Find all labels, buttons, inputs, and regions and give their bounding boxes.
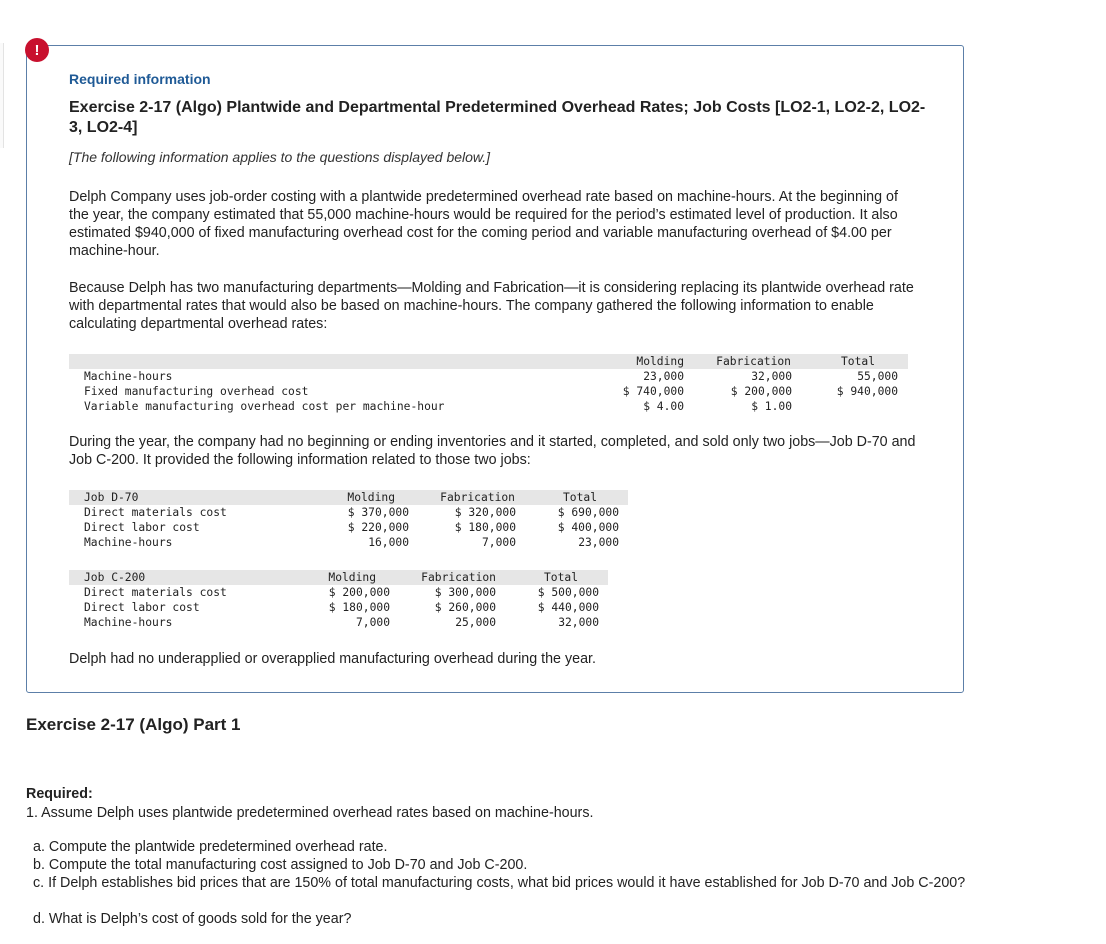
- job-c200-title: Job C-200: [84, 571, 146, 584]
- table-cell: 25,000: [455, 616, 496, 629]
- row-label: Machine-hours: [84, 616, 173, 629]
- table-cell: 7,000: [481, 536, 516, 549]
- table-cell: $ 440,000: [537, 601, 599, 614]
- question-a: a. Compute the plantwide predetermined overhead rate.: [33, 839, 388, 855]
- applies-note: [The following information applies to the questions displayed below.]: [69, 149, 491, 165]
- column-header: Fabrication: [716, 355, 791, 368]
- column-header: Total: [562, 491, 597, 504]
- table-cell: $ 740,000: [622, 385, 684, 398]
- required-information-heading: Required information: [69, 71, 211, 87]
- exercise-title: Exercise 2-17 (Algo) Plantwide and Departmental Predetermined Overhead Rates; Job Costs [LO2-1, LO2-2, LO2-3, LO2-4]: [69, 99, 926, 136]
- table-cell: $ 260,000: [434, 601, 496, 614]
- column-header: Total: [543, 571, 578, 584]
- question-d: d. What is Delph’s cost of goods sold for the year?: [33, 911, 352, 927]
- question-c: c. If Delph establishes bid prices that are 150% of total manufacturing costs, what bid prices would it have established for Job D-70 and Job C-200?: [33, 875, 966, 891]
- paragraph-plantwide: Delph Company uses job-order costing with a plantwide predetermined overhead rate based on machine-hours. At the beginning of the year, the company estimated that 55,000 machine-hours would be required for the period’s estimated level of production. It also estimated $940,000 of fixed manufacturing overhead cost for the coming period and variable manufacturing overhead of $4.00 per machine-hour.: [69, 189, 898, 259]
- table-cell: $ 500,000: [537, 586, 599, 599]
- column-header: Fabrication: [440, 491, 515, 504]
- paragraph-departments: Because Delph has two manufacturing departments—Molding and Fabrication—it is considering replacing its plantwide overhead rate with departmental rates that would also be based on machine-hours. The company gathered the following information to enable calculating departmental overhead rates:: [69, 280, 914, 332]
- table-cell: 23,000: [578, 536, 619, 549]
- row-label: Fixed manufacturing overhead cost: [84, 385, 309, 398]
- table-cell: $ 940,000: [836, 385, 898, 398]
- table-cell: $ 370,000: [347, 506, 409, 519]
- row-label: Direct labor cost: [84, 521, 200, 534]
- row-label: Machine-hours: [84, 370, 173, 383]
- alert-icon: !: [25, 38, 49, 62]
- table-cell: $ 300,000: [434, 586, 496, 599]
- job-d70-title: Job D-70: [84, 491, 139, 504]
- table-cell: $ 220,000: [347, 521, 409, 534]
- row-label: Direct labor cost: [84, 601, 200, 614]
- table-cell: $ 180,000: [454, 521, 516, 534]
- table-cell: $ 1.00: [751, 400, 792, 413]
- row-label: Variable manufacturing overhead cost per machine-hour: [84, 400, 445, 413]
- column-header: Molding: [347, 491, 395, 504]
- table-cell: 32,000: [751, 370, 792, 383]
- table-cell: 16,000: [368, 536, 409, 549]
- question-1: 1. Assume Delph uses plantwide predetermined overhead rates based on machine-hours.: [26, 805, 594, 821]
- column-header: Fabrication: [421, 571, 496, 584]
- table-cell: $ 4.00: [643, 400, 684, 413]
- row-label: Direct materials cost: [84, 506, 227, 519]
- table-cell: $ 320,000: [454, 506, 516, 519]
- table-cell: 7,000: [355, 616, 390, 629]
- table-cell: $ 200,000: [328, 586, 390, 599]
- paragraph-jobs: During the year, the company had no beginning or ending inventories and it started, completed, and sold only two jobs—Job D-70 and Job C-200. It provided the following information related to those two jobs:: [69, 434, 916, 468]
- row-label: Machine-hours: [84, 536, 173, 549]
- required-label: Required:: [26, 786, 93, 802]
- table-cell: 55,000: [857, 370, 898, 383]
- question-b: b. Compute the total manufacturing cost assigned to Job D-70 and Job C-200.: [33, 857, 528, 873]
- table-cell: $ 200,000: [730, 385, 792, 398]
- table-cell: 23,000: [643, 370, 684, 383]
- row-label: Direct materials cost: [84, 586, 227, 599]
- side-tab: [0, 43, 4, 148]
- paragraph-no-underapplied: Delph had no underapplied or overapplied manufacturing overhead during the year.: [69, 651, 596, 667]
- column-header: Molding: [636, 355, 684, 368]
- part-title: Exercise 2-17 (Algo) Part 1: [26, 715, 241, 734]
- table-cell: 32,000: [558, 616, 599, 629]
- table-cell: $ 180,000: [328, 601, 390, 614]
- column-header: Molding: [328, 571, 376, 584]
- table-cell: $ 690,000: [557, 506, 619, 519]
- column-header: Total: [840, 355, 875, 368]
- table-cell: $ 400,000: [557, 521, 619, 534]
